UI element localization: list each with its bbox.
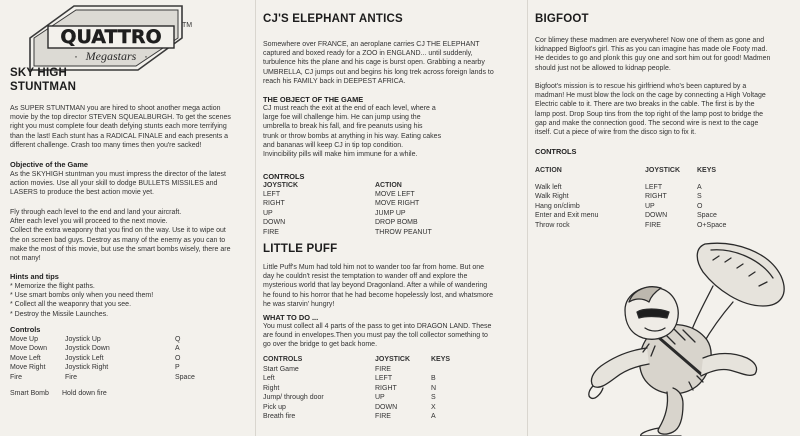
table-header-row bbox=[535, 166, 747, 175]
table-row bbox=[535, 183, 747, 192]
control-action: Breath fire bbox=[263, 413, 296, 421]
control-action: Smart Bomb bbox=[10, 390, 49, 397]
table-row bbox=[535, 221, 747, 230]
text-line: lamp post. Drop Soup tins from the top right of the lamp post to bridge the bbox=[535, 110, 764, 118]
control-action: Move Left bbox=[10, 354, 41, 362]
text-line: Fly through each level to the end and land your aircraft. bbox=[10, 209, 182, 216]
control-joystick: LEFT bbox=[263, 191, 281, 198]
control-joystick: FIRE bbox=[645, 221, 661, 229]
text-line: gap and make the connection good. The second wire is next to the cage bbox=[535, 119, 759, 127]
table-row bbox=[535, 211, 747, 220]
column-header: ACTION bbox=[535, 167, 562, 174]
text-line: He decides to go and plonk this guy one and sort him out for good! Madmen bbox=[535, 55, 771, 63]
control-action: Right bbox=[263, 384, 280, 392]
sky-high-intro bbox=[10, 104, 254, 150]
text-line: different challenge. Crash too many times then you're sacked! bbox=[10, 141, 202, 149]
table-header-row bbox=[263, 355, 471, 364]
text-line: than the last! Each stunt has a RADICAL FINALE and each presents a bbox=[10, 132, 229, 140]
control-action: Pick up bbox=[263, 403, 286, 411]
objective-heading: Objective of the Game bbox=[10, 160, 89, 169]
table-row bbox=[263, 209, 465, 218]
logo-brand-text: QUATTRO bbox=[60, 26, 162, 48]
text-line: are found in envelopes.Then you must pay the toll collector something to bbox=[263, 332, 488, 340]
text-line: Cor blimey these madmen are everywhere! Now one of them as gone and bbox=[535, 37, 765, 44]
bigfoot-illustration bbox=[585, 240, 790, 436]
control-joystick: UP bbox=[375, 394, 385, 402]
control-joystick: RIGHT bbox=[645, 193, 667, 201]
control-action: Left bbox=[263, 375, 275, 383]
quattro-megastars-logo bbox=[22, 4, 192, 72]
control-key: O bbox=[175, 354, 181, 362]
control-key: B bbox=[431, 375, 436, 383]
bigfoot-controls-header bbox=[535, 166, 747, 175]
text-line: and bananas will keep CJ in tip top condition. bbox=[263, 141, 404, 149]
puff-controls-table bbox=[263, 365, 471, 421]
logo-dot-right: · bbox=[144, 49, 148, 63]
control-action: Jump/ through door bbox=[263, 394, 324, 402]
hint-item: * Destroy the Missile Launches. bbox=[10, 310, 109, 318]
text-line: he was starvin' hungry! bbox=[263, 300, 335, 308]
text-line: large foe will challenge him. He can jump using the bbox=[263, 114, 421, 122]
control-joystick: Joystick Left bbox=[65, 354, 104, 362]
text-line: make the most of this movie, but use the smart bombs wisely, there are bbox=[10, 245, 231, 253]
control-key: X bbox=[431, 403, 436, 411]
control-action: Move Up bbox=[10, 336, 39, 343]
control-key: A bbox=[697, 184, 702, 191]
table-row bbox=[263, 384, 471, 393]
control-key: N bbox=[431, 384, 437, 392]
control-key: Q bbox=[175, 336, 181, 343]
text-line: mysterious world that lay beyond Dragonland. After a while of wandering bbox=[263, 282, 488, 290]
puff-intro bbox=[263, 263, 525, 309]
column-header: JOYSTICK bbox=[375, 356, 411, 363]
control-joystick: UP bbox=[263, 209, 273, 217]
control-action: Move Right bbox=[10, 364, 46, 372]
control-joystick: LEFT bbox=[645, 184, 663, 191]
hint-item: * Memorize the flight paths. bbox=[10, 283, 95, 290]
table-row bbox=[263, 374, 471, 383]
control-key: O+Space bbox=[697, 221, 727, 229]
table-row bbox=[535, 192, 747, 201]
logo-tm-text: TM bbox=[182, 22, 192, 29]
control-action: Throw rock bbox=[535, 221, 570, 229]
text-line: Electric cable to it. There are two breaks in the cable. The first is by the bbox=[535, 101, 755, 109]
table-row bbox=[263, 365, 471, 374]
bigfoot-title: BIGFOOT bbox=[535, 13, 589, 25]
sky-controls-table bbox=[10, 335, 215, 382]
text-line: As the SKYHIGH stuntman you must impress the director of the latest bbox=[10, 171, 226, 178]
control-key: S bbox=[697, 193, 702, 201]
text-line: itself. Cut a piece of wire from the disco sign to fix it. bbox=[535, 129, 697, 137]
table-row bbox=[263, 190, 465, 199]
text-line: trunk or throw bombs at anything in his way. Eating cakes bbox=[263, 132, 442, 140]
control-joystick: DOWN bbox=[375, 403, 398, 411]
text-line: go over the bridge to get back home. bbox=[263, 341, 378, 349]
text-line: Little Puff's Mum had told him not to wander too far from home. But one bbox=[263, 264, 485, 271]
control-key: P bbox=[175, 364, 180, 372]
control-joystick: Fire bbox=[65, 373, 78, 381]
cj-title: CJ'S ELEPHANT ANTICS bbox=[263, 13, 403, 25]
sky-high-title-line2: STUNTMAN bbox=[10, 81, 77, 93]
column-cj-and-puff bbox=[255, 0, 527, 436]
text-line: the on screen bad guys. Destroy as many of the enemy as you can to bbox=[10, 236, 226, 244]
control-action: Move Down bbox=[10, 345, 47, 353]
control-joystick: FIRE bbox=[375, 413, 391, 421]
text-line: After each level you will proceed to the next movie. bbox=[10, 218, 168, 226]
table-row bbox=[10, 363, 215, 372]
control-joystick: FIRE bbox=[375, 366, 391, 373]
control-key: A bbox=[431, 413, 436, 421]
control-action: JUMP UP bbox=[375, 209, 406, 217]
puff-what-heading: WHAT TO DO ... bbox=[263, 313, 319, 322]
cj-controls-heading: CONTROLS bbox=[263, 172, 305, 181]
column-header: ACTION bbox=[375, 182, 402, 189]
puff-controls-header bbox=[263, 355, 471, 364]
cj-object-heading: THE OBJECT OF THE GAME bbox=[263, 95, 364, 104]
cj-object-text bbox=[263, 104, 525, 159]
table-row bbox=[263, 403, 471, 412]
text-line: reach his FAMILY back in DEEPEST AFRICA. bbox=[263, 77, 406, 85]
text-line: not many! bbox=[10, 255, 41, 263]
puff-title: LITTLE PUFF bbox=[263, 243, 338, 255]
column-sky-high bbox=[0, 0, 255, 436]
text-line: Bigfoot's mission is to rescue his girlfriend who's been captured by a bbox=[535, 83, 747, 90]
control-action: MOVE RIGHT bbox=[375, 200, 420, 208]
column-header: JOYSTICK bbox=[645, 167, 681, 174]
objective-text-2 bbox=[10, 208, 254, 263]
control-action: Start Game bbox=[263, 366, 299, 373]
text-line: madman! He must blow the lock on the cage by connecting a High Voltage bbox=[535, 92, 766, 100]
control-joystick: Joystick Down bbox=[65, 345, 110, 353]
text-line: kidnapped Bigfoot's girl. This as you can imagine has made ole Footy mad. bbox=[535, 46, 768, 54]
control-joystick: UP bbox=[645, 202, 655, 210]
control-key: Space bbox=[697, 212, 717, 220]
control-joystick: DOWN bbox=[645, 212, 668, 220]
control-action: Enter and Exit menu bbox=[535, 212, 599, 220]
control-action: Fire bbox=[10, 373, 23, 381]
table-row bbox=[10, 354, 215, 363]
control-joystick: DOWN bbox=[263, 219, 286, 227]
text-line: action movies. Use all your skill to dodge BULLETS MISSILES and bbox=[10, 180, 218, 188]
bigfoot-mission bbox=[535, 82, 799, 137]
control-action: Walk left bbox=[535, 184, 562, 191]
table-header-row bbox=[263, 181, 465, 190]
control-joystick: RIGHT bbox=[375, 384, 397, 392]
cj-controls-header bbox=[263, 181, 465, 190]
text-line: As SUPER STUNTMAN you are hired to shoot another mega action bbox=[10, 105, 221, 112]
table-row bbox=[10, 373, 215, 382]
control-action: Walk Right bbox=[535, 193, 569, 201]
logo-subtitle-text: Megastars bbox=[85, 49, 137, 63]
control-action: DROP BOMB bbox=[375, 219, 418, 227]
table-row bbox=[263, 218, 465, 227]
text-line: turbulence hits the plane and his cage is burst open. Grabbing a nearby bbox=[263, 59, 485, 67]
text-line: right you must complete four death defying stunts each more terrifying bbox=[10, 123, 227, 131]
text-line: Collect the extra weaponry that you find on the way. Use it to wipe out bbox=[10, 227, 226, 235]
hint-item: * Collect all the weaponry that you see. bbox=[10, 301, 132, 309]
text-line: should just not be allowed to kidnap people. bbox=[535, 64, 671, 72]
smart-bomb-row bbox=[10, 389, 172, 398]
table-row bbox=[263, 199, 465, 208]
column-header: KEYS bbox=[431, 356, 451, 363]
sky-controls-heading: Controls bbox=[10, 325, 41, 334]
table-row bbox=[263, 228, 465, 237]
control-joystick: RIGHT bbox=[263, 200, 285, 208]
cj-intro bbox=[263, 40, 525, 86]
control-joystick: Joystick Right bbox=[65, 364, 109, 372]
text-line: UMBRELLA, CJ jumps out and begins his long trek across foreign lands to bbox=[263, 68, 494, 76]
column-header: CONTROLS bbox=[263, 356, 303, 363]
control-joystick: LEFT bbox=[375, 375, 393, 383]
bigfoot-intro bbox=[535, 36, 799, 73]
control-action: MOVE LEFT bbox=[375, 191, 415, 198]
hints-heading: Hints and tips bbox=[10, 272, 59, 281]
column-header: JOYSTICK bbox=[263, 182, 299, 189]
control-key: O bbox=[697, 202, 703, 210]
bigfoot-controls-table bbox=[535, 183, 747, 230]
control-joystick: Hold down fire bbox=[62, 390, 107, 397]
table-row bbox=[10, 335, 215, 344]
control-joystick: Joystick Up bbox=[65, 336, 101, 343]
text-line: movie by the top director STEVEN SQUEALBURGH. To get the scenes bbox=[10, 114, 231, 122]
text-line: umbrella to break his fall, and fire peanuts using his bbox=[263, 123, 423, 131]
control-key: S bbox=[431, 394, 436, 402]
objective-text bbox=[10, 170, 254, 198]
control-key: A bbox=[175, 345, 180, 353]
logo-dot-left: · bbox=[74, 49, 78, 63]
text-line: day he couldn't resist the temptation to wander off and explore the bbox=[263, 273, 468, 281]
table-row bbox=[263, 393, 471, 402]
control-key bbox=[431, 365, 471, 374]
hints-list bbox=[10, 282, 254, 319]
column-header: KEYS bbox=[697, 167, 717, 174]
table-row bbox=[535, 202, 747, 211]
bigfoot-controls-heading: CONTROLS bbox=[535, 147, 577, 156]
cj-controls-table bbox=[263, 190, 465, 237]
table-row bbox=[263, 412, 471, 421]
text-line: LASERS to produce the best action movie yet. bbox=[10, 189, 154, 197]
text-line: You must collect all 4 parts of the pass to get into DRAGON LAND. These bbox=[263, 323, 492, 330]
table-row bbox=[10, 389, 172, 398]
table-row bbox=[10, 344, 215, 353]
hint-item: * Use smart bombs only when you need them! bbox=[10, 292, 154, 300]
text-line: Invincibility pills will make him immune for a while. bbox=[263, 151, 418, 159]
sky-high-title-line1: SKY HIGH bbox=[10, 67, 67, 79]
control-action: Hang on/climb bbox=[535, 202, 580, 210]
puff-what-text bbox=[263, 322, 525, 350]
text-line: CJ must reach the exit at the end of each level, where a bbox=[263, 105, 436, 112]
text-line: captured and boxed ready for a ZOO in ENGLAND... until suddenly, bbox=[263, 50, 473, 58]
control-joystick: FIRE bbox=[263, 228, 279, 236]
text-line: Somewhere over FRANCE, an aeroplane carries CJ THE ELEPHANT bbox=[263, 41, 480, 48]
control-action: THROW PEANUT bbox=[375, 228, 432, 236]
control-key: Space bbox=[175, 373, 195, 381]
text-line: he found to his horror that he had become hopelessly lost, and whatsmore bbox=[263, 291, 493, 299]
